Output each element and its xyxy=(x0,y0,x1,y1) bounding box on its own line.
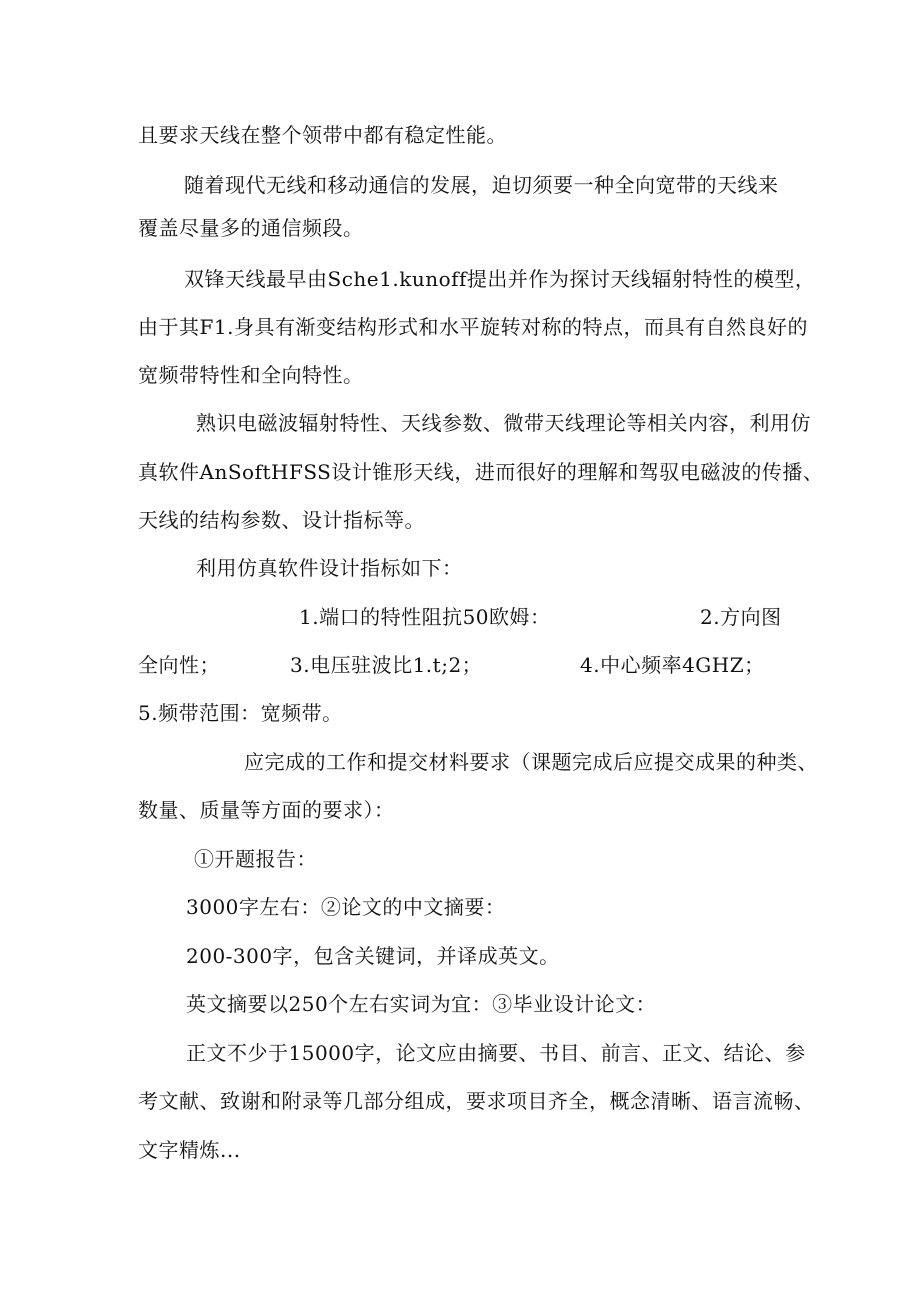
paragraph-line: 考文献、致谢和附录等几部分组成，要求项目齐全，概念清晰、语言流畅、 xyxy=(138,1089,815,1113)
paragraph-line: 双锋天线最早由Sche1.kunoff提出并作为探讨天线辐射特性的模型， xyxy=(184,267,816,291)
spec-item: 2.方向图 xyxy=(700,605,782,629)
spec-item: 1.端口的特性阻抗50欧姆： xyxy=(299,605,551,629)
spec-item: 5.频带范围：宽频带。 xyxy=(138,701,343,725)
list-item: 3000字左右：②论文的中文摘要： xyxy=(186,895,506,919)
paragraph-line: 应完成的工作和提交材料要求（课题完成后应提交成果的种类、 xyxy=(244,750,818,774)
paragraph-line: 数量、质量等方面的要求）： xyxy=(138,798,395,822)
spec-item: 3.电压驻波比1.t;2； xyxy=(290,653,483,677)
paragraph-line: 熟识电磁波辐射特性、天线参数、微带天线理论等相关内容，利用仿 xyxy=(196,411,811,435)
paragraph-line: 随着现代无线和移动通信的发展，迫切须要一种全向宽带的天线来 xyxy=(184,173,779,197)
list-item: 200-300字，包含关键词，并译成英文。 xyxy=(186,944,560,968)
paragraph-line: 且要求天线在整个领带中都有稳定性能。 xyxy=(138,123,507,147)
paragraph-line: 宽频带特性和全向特性。 xyxy=(138,363,364,387)
paragraph-line: 由于其F1.身具有渐变结构形式和水平旋转对称的特点，而具有自然良好的 xyxy=(138,315,808,339)
spec-item: 4.中心频率4GHZ； xyxy=(580,653,765,677)
paragraph-line: 天线的结构参数、设计指标等。 xyxy=(138,508,425,532)
paragraph-line: 真软件AnSoftHFSS设计锥形天线，进而很好的理解和驾驭电磁波的传播、 xyxy=(138,460,824,484)
list-item: ①开题报告： xyxy=(194,847,317,871)
paragraph-line: 文字精炼... xyxy=(138,1138,241,1162)
list-item: 英文摘要以250个左右实词为宜：③毕业设计论文： xyxy=(186,992,657,1016)
spec-item: 全向性； xyxy=(138,653,220,677)
paragraph-line: 利用仿真软件设计指标如下： xyxy=(196,556,463,580)
paragraph-line: 覆盖尽量多的通信频段。 xyxy=(138,216,364,240)
paragraph-line: 正文不少于15000字，论文应由摘要、书目、前言、正文、结论、参 xyxy=(186,1041,806,1065)
